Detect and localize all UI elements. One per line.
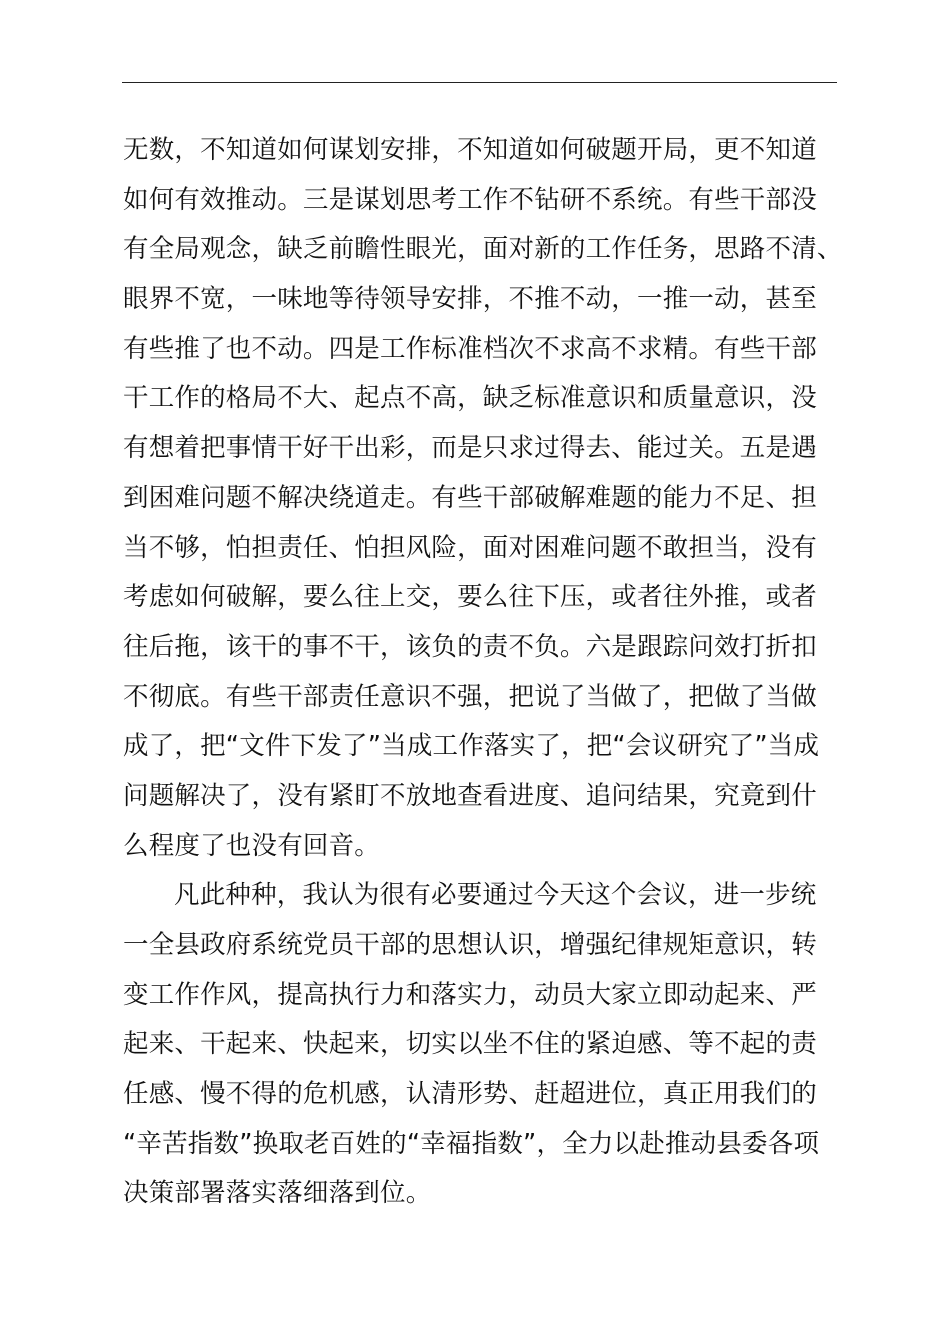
text-line: 眼界不宽，一味地等待领导安排，不推不动，一推一动，甚至	[123, 284, 817, 315]
text-line: 往后拖，该干的事不干，该负的责不负。六是跟踪问效打折扣	[123, 631, 817, 662]
text-line: 起来、干起来、快起来，切实以坐不住的紧迫感、等不起的责	[123, 1029, 817, 1060]
text-line: 到困难问题不解决绕道走。有些干部破解难题的能力不足、担	[123, 482, 817, 513]
text-line: 有全局观念，缺乏前瞻性眼光，面对新的工作任务，思路不清、	[123, 234, 843, 265]
text-line: 有想着把事情干好干出彩，而是只求过得去、能过关。五是遇	[123, 433, 817, 464]
text-line: 么程度了也没有回音。	[123, 830, 381, 861]
text-line: 干工作的格局不大、起点不高，缺乏标准意识和质量意识，没	[123, 383, 817, 414]
text-line: 任感、慢不得的危机感，认清形势、赶超进位，真正用我们的	[123, 1079, 817, 1110]
text-line: 当不够，怕担责任、怕担风险，面对困难问题不敢担当，没有	[123, 532, 817, 563]
text-line: 决策部署落实落细落到位。	[123, 1178, 432, 1209]
text-line: “辛苦指数”换取老百姓的“幸福指数”，全力以赴推动县委各项	[123, 1128, 820, 1159]
text-line: 无数，不知道如何谋划安排，不知道如何破题开局，更不知道	[123, 135, 817, 165]
text-line: 不彻底。有些干部责任意识不强，把说了当做了，把做了当做	[123, 681, 817, 712]
header-rule	[122, 82, 837, 83]
text-line: 考虑如何破解，要么往上交，要么往下压，或者往外推，或者	[123, 582, 817, 613]
text-line: 成了，把“文件下发了”当成工作落实了，把“会议研究了”当成	[123, 731, 820, 762]
text-line: 一全县政府系统党员干部的思想认识，增强纪律规矩意识，转	[123, 930, 817, 960]
body-text	[123, 126, 853, 1219]
paragraph-start-line: 凡此种种，我认为很有必要通过今天这个会议，进一步统	[174, 880, 817, 911]
text-line: 变工作作风，提高执行力和落实力，动员大家立即动起来、严	[123, 979, 817, 1010]
text-line: 问题解决了，没有紧盯不放地查看进度、追问结果，究竟到什	[123, 780, 817, 811]
text-line: 有些推了也不动。四是工作标准档次不求高不求精。有些干部	[123, 333, 817, 364]
text-line: 如何有效推动。三是谋划思考工作不钻研不系统。有些干部没	[123, 184, 817, 215]
